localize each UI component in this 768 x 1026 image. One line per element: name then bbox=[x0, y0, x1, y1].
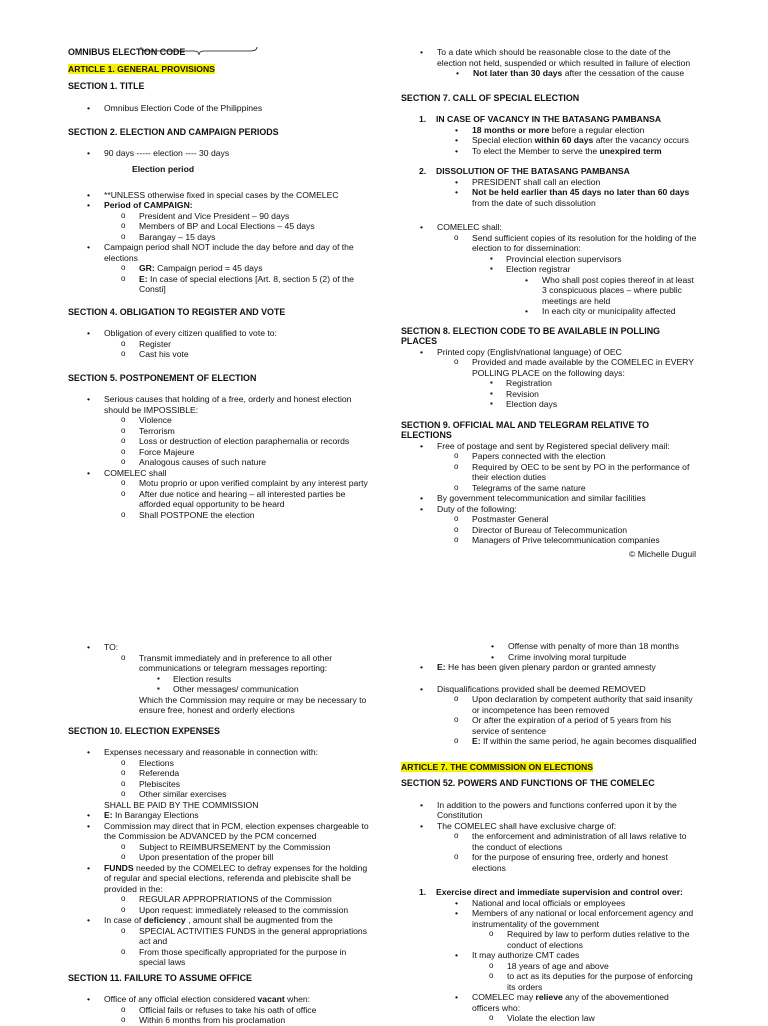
bullet-item-list bbox=[436, 898, 698, 1024]
item-text: Required by OEC to be sent by PO in the performance of their election duties bbox=[472, 461, 690, 482]
sub-sub-item bbox=[139, 684, 370, 695]
sub-item-list bbox=[104, 894, 370, 915]
bullet-item bbox=[506, 306, 698, 317]
sub-item-list bbox=[104, 478, 370, 520]
item-text: Duty of the following: bbox=[437, 503, 517, 514]
item-text: Official fails or refuses to take his oath of office bbox=[139, 1004, 317, 1015]
item-lead: FUNDS bbox=[104, 862, 134, 873]
page1-right-column bbox=[401, 47, 698, 546]
bullet-item bbox=[401, 800, 698, 821]
bullet-item bbox=[68, 148, 370, 159]
bullet-item-list bbox=[68, 747, 370, 800]
bullet-item bbox=[68, 242, 370, 295]
item-text: Revision bbox=[506, 388, 539, 399]
page2-left-column bbox=[68, 642, 370, 1026]
bullet-item bbox=[401, 684, 698, 747]
item-text: By government telecommunication and similar facilities bbox=[437, 493, 646, 503]
item-text: Commission may direct that in PCM, election expenses chargeable to the Commission be ADVANCED by the PCM concerned bbox=[104, 820, 369, 841]
item-text: Transmit immediately and in preference to all other communications or telegram messages reporting: bbox=[139, 652, 333, 673]
bullet-item bbox=[436, 950, 698, 992]
item-text: Registration bbox=[506, 378, 552, 388]
item-text: REGULAR APPROPRIATIONS of the Commission bbox=[139, 894, 332, 904]
item-text: 90 days ----- election ---- 30 days bbox=[104, 147, 230, 158]
sub-item bbox=[437, 525, 698, 536]
item-text: Telegrams of the same nature bbox=[472, 482, 586, 493]
item-lead: E: bbox=[472, 736, 481, 746]
bullet-item-list bbox=[68, 994, 370, 1026]
bullet-item-list bbox=[401, 684, 698, 747]
sub-item-list bbox=[437, 451, 698, 493]
page-gap bbox=[0, 575, 768, 636]
bullet-item bbox=[436, 908, 698, 950]
item-text: Violence bbox=[139, 415, 172, 425]
page2-right-column bbox=[401, 641, 698, 1024]
sub-item-list bbox=[437, 514, 698, 546]
continuation-text: SHALL BE PAID BY THE COMMISSION bbox=[104, 799, 259, 810]
item-text: Omnibus Election Code of the Philippines bbox=[104, 102, 263, 113]
bullet-item bbox=[68, 642, 370, 695]
bullet-item-list bbox=[68, 190, 370, 295]
sub-item bbox=[472, 1013, 698, 1024]
bullet-item bbox=[401, 347, 698, 410]
item-number: 1. bbox=[419, 887, 427, 897]
bullet-item bbox=[506, 275, 698, 307]
item-text: Required by law to perform duties relative to the conduct of elections bbox=[507, 929, 690, 950]
sub-item-list bbox=[104, 211, 370, 243]
bullet-item-list bbox=[401, 47, 698, 79]
item-text: before a regular election bbox=[549, 124, 645, 135]
bullet-item-list bbox=[68, 810, 370, 968]
document-title: OMNIBUS ELECTION CODE bbox=[68, 47, 186, 57]
sub-item-list bbox=[104, 842, 370, 863]
sub-sub-item bbox=[472, 389, 698, 400]
sub-item-list bbox=[104, 415, 370, 468]
item-text: from the date of such dissolution bbox=[472, 197, 596, 208]
sub-item bbox=[104, 842, 370, 853]
sub-sub-item bbox=[472, 399, 698, 410]
item-text: It may authorize CMT cades bbox=[472, 950, 580, 960]
sub-item bbox=[104, 339, 370, 350]
item-text: PRESIDENT shall call an election bbox=[472, 176, 601, 187]
item-text: After due notice and hearing – all interested parties be afforded equal opportunity to be heard bbox=[139, 488, 346, 509]
bullet-item bbox=[472, 641, 698, 652]
item-text: Loss or destruction of election paraphernalia or records bbox=[139, 436, 350, 446]
numbered-item bbox=[401, 114, 698, 156]
bullet-item-list bbox=[437, 68, 698, 79]
sub-item bbox=[437, 715, 698, 736]
bullet-item bbox=[436, 898, 698, 909]
item-text: Within 6 months from his proclamation bbox=[139, 1015, 286, 1025]
item-lead: Not later than 30 days bbox=[473, 68, 563, 78]
sub-item bbox=[437, 535, 698, 546]
item-text: Period of CAMPAIGN: bbox=[104, 200, 193, 210]
bullet-item-list bbox=[401, 641, 698, 662]
bullet-item bbox=[437, 68, 698, 79]
item-lead: E: bbox=[139, 273, 148, 284]
item-text: From those specifically appropriated for the purpose in special laws bbox=[139, 946, 347, 967]
item-number: 1. bbox=[419, 114, 427, 124]
sub-item-list bbox=[104, 653, 370, 695]
sub-item-list bbox=[437, 694, 698, 747]
item-text: In each city or municipality affected bbox=[542, 306, 676, 316]
item-pre: Special election bbox=[472, 135, 535, 145]
bullet-item-list bbox=[68, 103, 370, 114]
item-lead: E: bbox=[104, 810, 113, 820]
item-text: Obligation of every citizen qualified to vote to: bbox=[104, 328, 277, 338]
sub-item-list bbox=[472, 929, 698, 950]
bullet-item bbox=[401, 47, 698, 79]
item-text: Members of any national or local enforcement agency and instrumentality of the government bbox=[472, 908, 694, 929]
item-text: Upon presentation of the proper bill bbox=[139, 852, 274, 862]
sub-item bbox=[104, 905, 370, 916]
item-text: Upon request: immediately released to the commission bbox=[139, 904, 349, 915]
item-text: , amount shall be augmented from the bbox=[188, 915, 333, 925]
bullet-item-list bbox=[401, 662, 698, 673]
item-text: when: bbox=[287, 994, 311, 1004]
item-text: **UNLESS otherwise fixed in special cases by the COMELEC bbox=[104, 189, 339, 200]
sub-item-list bbox=[472, 961, 698, 993]
sub-item bbox=[472, 971, 698, 992]
item-text: Terrorism bbox=[139, 425, 175, 436]
bullet-item bbox=[401, 504, 698, 546]
item-text: Who shall post copies thereof in at least 3 conspicuous places – where public meetings are held bbox=[542, 274, 694, 306]
bullet-item bbox=[401, 821, 698, 874]
section-heading: SECTION 1. TITLE bbox=[68, 81, 145, 91]
item-text: National and local officials or employees bbox=[472, 897, 626, 908]
sub-item bbox=[437, 451, 698, 462]
section-heading: SECTION 52. POWERS AND FUNCTIONS OF THE COMELEC bbox=[401, 778, 655, 788]
sub-item bbox=[437, 852, 698, 873]
bullet-item bbox=[68, 863, 370, 916]
item-text: Send sufficient copies of its resolution for the holding of the election to for dissemination: bbox=[472, 232, 697, 253]
sub-item-list bbox=[104, 1005, 370, 1026]
item-text: COMELEC shall: bbox=[437, 222, 502, 232]
sub-sub-item-list bbox=[472, 254, 698, 317]
bullet-item bbox=[68, 468, 370, 521]
sub-item bbox=[104, 489, 370, 510]
item-text: Papers connected with the election bbox=[472, 451, 606, 461]
sub-item bbox=[104, 447, 370, 458]
item-text: unexpired term bbox=[599, 145, 662, 156]
copyright-footer: © Michelle Duguil bbox=[629, 549, 696, 559]
item-text: Elections bbox=[139, 757, 174, 768]
sub-item bbox=[104, 758, 370, 769]
sub-item bbox=[104, 221, 370, 232]
numbered-list bbox=[401, 887, 698, 1024]
section-heading: SECTION 11. FAILURE TO ASSUME OFFICE bbox=[68, 972, 252, 983]
sub-item bbox=[104, 894, 370, 905]
highlighted-heading: ARTICLE 7. THE COMMISSION ON ELECTIONS bbox=[401, 761, 593, 772]
sub-sub-item bbox=[472, 254, 698, 265]
sub-item bbox=[104, 426, 370, 437]
sub-item bbox=[472, 961, 698, 972]
bullet-item bbox=[401, 222, 698, 317]
item-text: Referenda bbox=[139, 768, 180, 778]
sub-item-list bbox=[104, 758, 370, 800]
item-text: COMELEC shall bbox=[104, 467, 167, 478]
sub-sub-item bbox=[472, 378, 698, 389]
item-text: TO: bbox=[104, 642, 119, 652]
article-heading bbox=[68, 64, 370, 75]
bullet-item bbox=[68, 821, 370, 863]
section-heading: SECTION 9. OFFICIAL MAL AND TELEGRAM RELATIVE TO ELECTIONS bbox=[401, 419, 650, 440]
bullet-item bbox=[68, 915, 370, 968]
item-text: Free of postage and sent by Registered special delivery mail: bbox=[437, 440, 670, 451]
sub-item-list bbox=[104, 339, 370, 360]
highlighted-heading: ARTICLE 1. GENERAL PROVISIONS bbox=[68, 63, 215, 74]
sub-item-list bbox=[437, 357, 698, 410]
bullet-item-list bbox=[401, 800, 698, 874]
sub-sub-item-list bbox=[139, 674, 370, 695]
section-heading: SECTION 7. CALL OF SPECIAL ELECTION bbox=[401, 92, 580, 103]
section-heading: SECTION 10. ELECTION EXPENSES bbox=[68, 725, 220, 736]
item-text: If within the same period, he again becomes disqualified bbox=[480, 736, 697, 746]
item-pre: COMELEC may bbox=[472, 992, 536, 1002]
item-text: Director of Bureau of Telecommunication bbox=[472, 524, 628, 535]
sub-item bbox=[104, 789, 370, 800]
item-text: needed by the COMELEC to defray expenses for the holding of regular and special elections, referenda and plebiscite shall be provided in the: bbox=[104, 862, 368, 894]
bullet-item bbox=[68, 190, 370, 201]
sub-item bbox=[104, 415, 370, 426]
bullet-item-list bbox=[401, 222, 698, 317]
numbered-heading: DISSOLUTION OF THE BATASANG PAMBANSA bbox=[436, 166, 630, 176]
sub-item bbox=[104, 947, 370, 968]
item-text: In addition to the powers and functions conferred upon it by the Constitution bbox=[437, 799, 677, 820]
bullet-item bbox=[68, 747, 370, 800]
sub-item-list bbox=[104, 926, 370, 968]
sub-item bbox=[437, 694, 698, 715]
item-text: Analogous causes of such nature bbox=[139, 457, 267, 467]
sub-sub-item bbox=[472, 264, 698, 317]
bullet-item-list bbox=[436, 177, 698, 209]
item-text: Campaign period = 45 days bbox=[154, 263, 263, 273]
item-text: Election registrar bbox=[506, 264, 571, 274]
item-pre: Office of any official election considered bbox=[104, 994, 258, 1004]
bullet-item bbox=[401, 441, 698, 494]
sub-sub-item-list bbox=[472, 378, 698, 410]
item-text: Cast his vote bbox=[139, 349, 189, 359]
item-emphasis: deficiency bbox=[143, 915, 189, 925]
bullet-item bbox=[436, 125, 698, 136]
bullet-item bbox=[401, 493, 698, 504]
sub-item bbox=[104, 457, 370, 468]
bullet-item-list bbox=[436, 125, 698, 157]
bullet-item bbox=[436, 992, 698, 1024]
item-text: Postmaster General bbox=[472, 514, 549, 524]
item-text: Serious causes that holding of a free, orderly and honest election should be IMPOSSIBLE: bbox=[104, 394, 352, 415]
item-text: Members of BP and Local Elections – 45 days bbox=[139, 221, 315, 231]
item-text: The COMELEC shall have exclusive charge of: bbox=[437, 820, 617, 831]
item-text: any of the abovementioned officers who: bbox=[472, 992, 669, 1013]
sub-item-list bbox=[472, 1013, 698, 1024]
sub-item bbox=[104, 926, 370, 947]
item-text: after the cessation of the cause bbox=[562, 68, 685, 78]
item-text: Or after the expiration of a period of 5 years from his service of sentence bbox=[472, 715, 672, 736]
sub-item bbox=[104, 653, 370, 695]
sub-item bbox=[104, 1005, 370, 1016]
item-text: SPECIAL ACTIVITIES FUNDS in the general appropriations act and bbox=[139, 925, 367, 946]
item-text: Register bbox=[139, 338, 171, 349]
item-text: In case of special elections [Art. 8, section 5 (2) of the Consti] bbox=[139, 273, 354, 294]
item-emphasis: relieve bbox=[535, 992, 566, 1002]
bullet-item-list bbox=[68, 328, 370, 360]
sub-item bbox=[104, 232, 370, 243]
item-text: after the vacancy occurs bbox=[595, 135, 689, 145]
sub-item bbox=[437, 514, 698, 525]
sub-item bbox=[437, 233, 698, 317]
sub-item bbox=[472, 929, 698, 950]
item-text: Managers of Prive telecommunication companies bbox=[472, 535, 660, 545]
numbered-item bbox=[401, 166, 698, 208]
item-text: Election days bbox=[506, 399, 558, 409]
item-text: Campaign period shall NOT include the day before and day of the elections bbox=[104, 242, 354, 263]
bullet-item bbox=[436, 146, 698, 157]
bullet-item bbox=[68, 103, 370, 114]
bullet-item-list bbox=[68, 148, 370, 159]
numbered-heading: Exercise direct and immediate supervision and control over: bbox=[436, 887, 683, 897]
item-text: Shall POSTPONE the election bbox=[139, 509, 255, 520]
item-text: Subject to REIMBURSEMENT by the Commission bbox=[139, 841, 331, 852]
sub-item bbox=[104, 510, 370, 521]
sub-item bbox=[104, 768, 370, 779]
item-number: 2. bbox=[419, 166, 427, 176]
sub-item bbox=[437, 462, 698, 483]
item-text: Other messages/ communication bbox=[173, 684, 299, 694]
item-text: Plebiscites bbox=[139, 778, 181, 789]
bullet-item bbox=[68, 394, 370, 468]
bullet-item-list bbox=[401, 347, 698, 410]
bullet-item-list bbox=[68, 394, 370, 520]
bullet-item bbox=[436, 135, 698, 146]
item-emphasis: within 60 days bbox=[534, 135, 596, 145]
continuation-text: Which the Commission may require or may be necessary to ensure free, honest and orderly elections bbox=[139, 694, 367, 715]
sub-item bbox=[104, 274, 370, 295]
item-pre: To elect the Member to serve the bbox=[472, 145, 600, 156]
sub-item bbox=[437, 483, 698, 494]
item-lead: E: bbox=[437, 662, 446, 672]
sub-sub-item bbox=[139, 674, 370, 685]
section-heading: SECTION 5. POSTPONEMENT OF ELECTION bbox=[68, 372, 257, 383]
item-text: Upon declaration by competent authority that said insanity or incompetence has been removed bbox=[472, 694, 693, 715]
item-text: To a date which should be reasonable close to the date of the election not held, suspended or which resulted in failure of election bbox=[437, 47, 691, 68]
item-text: Barangay – 15 days bbox=[139, 231, 216, 242]
item-text: Disqualifications provided shall be deemed REMOVED bbox=[437, 683, 646, 694]
sub-item bbox=[104, 263, 370, 274]
item-text: Motu proprio or upon verified complaint by any interest party bbox=[139, 478, 368, 488]
item-text: Printed copy (English/national language) of OEC bbox=[437, 346, 622, 357]
sub-item bbox=[104, 478, 370, 489]
item-text: to act as its deputies for the purpose of enforcing its orders bbox=[507, 971, 693, 992]
bullet-item bbox=[436, 187, 698, 208]
sub-item bbox=[437, 736, 698, 747]
sub-item bbox=[104, 436, 370, 447]
bullet-item bbox=[68, 994, 370, 1026]
article-heading bbox=[401, 762, 698, 773]
item-text: President and Vice President – 90 days bbox=[139, 210, 290, 221]
item-text: Expenses necessary and reasonable in connection with: bbox=[104, 747, 319, 757]
sub-item-list bbox=[437, 233, 698, 317]
item-text: Other similar exercises bbox=[139, 789, 227, 799]
item-lead: GR: bbox=[139, 263, 155, 273]
item-text: Violate the election law bbox=[507, 1013, 595, 1023]
item-text: for the purpose of ensuring free, orderly and honest elections bbox=[472, 852, 668, 873]
item-lead: Not be held earlier than 45 days no later than 60 days bbox=[472, 187, 690, 197]
page1-left-column bbox=[68, 47, 370, 520]
bullet-item-list bbox=[506, 275, 698, 317]
sub-item bbox=[104, 852, 370, 863]
sub-item bbox=[104, 349, 370, 360]
sub-item bbox=[104, 211, 370, 222]
item-text: the enforcement and administration of all laws relative to the conduct of elections bbox=[472, 831, 687, 852]
brace-icon bbox=[140, 47, 258, 55]
numbered-item bbox=[401, 887, 698, 1024]
item-text: He has been given plenary pardon or granted amnesty bbox=[445, 662, 656, 672]
sub-item-list bbox=[104, 263, 370, 295]
bullet-item bbox=[401, 662, 698, 673]
bullet-item-list bbox=[68, 642, 370, 695]
sub-item bbox=[104, 779, 370, 790]
section-heading: SECTION 8. ELECTION CODE TO BE AVAILABLE IN POLLING PLACES bbox=[401, 325, 661, 346]
item-text: Offense with penalty of more than 18 months bbox=[508, 641, 679, 651]
numbered-list bbox=[401, 114, 698, 208]
bullet-item bbox=[68, 328, 370, 360]
sub-item-list bbox=[437, 831, 698, 873]
bullet-item bbox=[472, 652, 698, 663]
numbered-heading: IN CASE OF VACANCY IN THE BATASANG PAMBANSA bbox=[436, 114, 662, 124]
item-text: Provincial election supervisors bbox=[506, 253, 622, 264]
bullet-item bbox=[436, 177, 698, 188]
bullet-item bbox=[68, 200, 370, 242]
item-text: In Barangay Elections bbox=[112, 810, 199, 820]
item-text: Crime involving moral turpitude bbox=[508, 651, 627, 662]
document-page-2 bbox=[0, 636, 768, 1024]
election-period-brace bbox=[68, 164, 370, 175]
brace-label: Election period bbox=[132, 164, 195, 174]
item-emphasis: vacant bbox=[257, 994, 288, 1004]
item-text: Provided and made available by the COMELEC in EVERY POLLING PLACE on the following days: bbox=[472, 357, 694, 378]
sub-item bbox=[437, 831, 698, 852]
item-lead: 18 months or more bbox=[472, 124, 550, 135]
section-heading: SECTION 4. OBLIGATION TO REGISTER AND VOTE bbox=[68, 306, 286, 317]
sub-item bbox=[437, 357, 698, 410]
item-text: 18 years of age and above bbox=[507, 960, 609, 971]
bullet-item bbox=[68, 810, 370, 821]
item-text: Election results bbox=[173, 673, 232, 684]
item-text: Force Majeure bbox=[139, 446, 195, 457]
item-pre: In case of bbox=[104, 915, 144, 925]
section-heading: SECTION 2. ELECTION AND CAMPAIGN PERIODS bbox=[68, 127, 279, 137]
bullet-item-list bbox=[401, 441, 698, 546]
